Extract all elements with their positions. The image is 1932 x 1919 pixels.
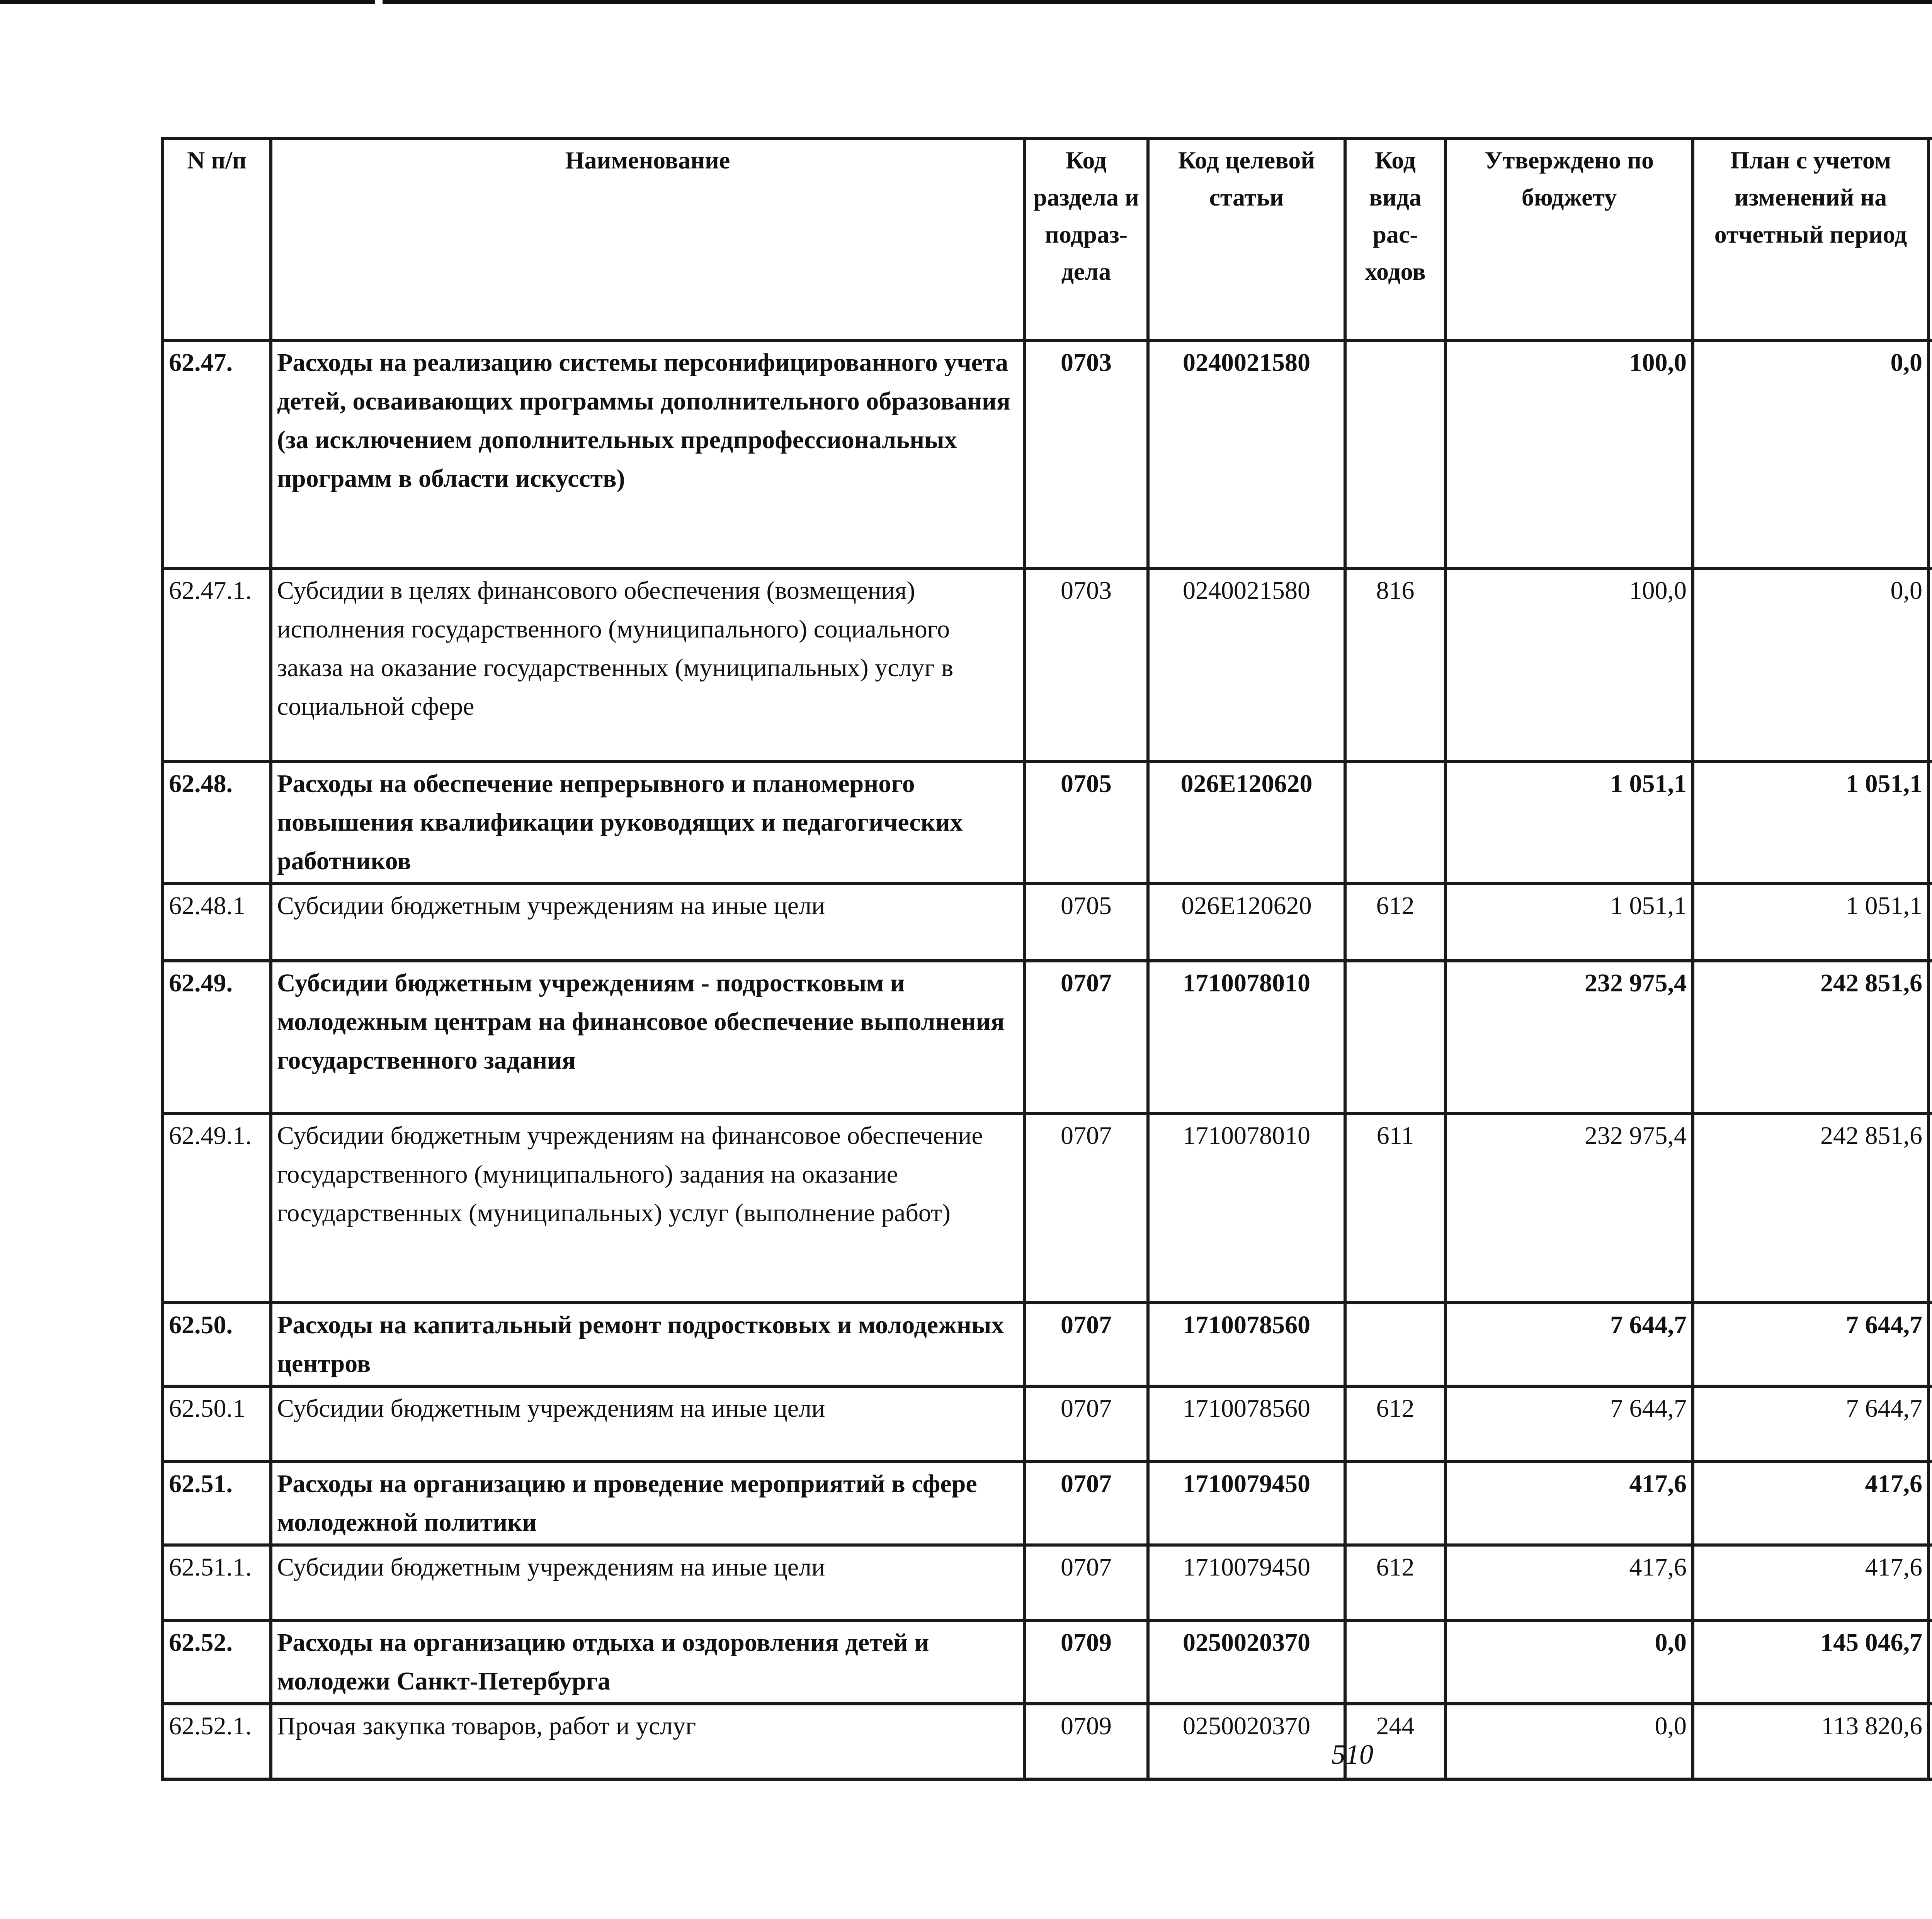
row-plan: 7 644,7	[1693, 1386, 1929, 1462]
row-number: 62.51.1.	[163, 1545, 271, 1620]
row-number: 62.48.1	[163, 884, 271, 961]
row-plan: 242 851,6	[1693, 961, 1929, 1113]
row-kind-code: 612	[1345, 1386, 1446, 1462]
table-body	[163, 340, 1932, 1779]
header-executed	[1929, 139, 1932, 340]
row-executed	[1929, 568, 1932, 761]
row-section-code: 0707	[1024, 1113, 1148, 1303]
row-target-code: 0240021580	[1148, 340, 1345, 568]
row-kind-code	[1345, 961, 1446, 1113]
row-approved: 1 051,1	[1446, 884, 1693, 961]
row-executed	[1929, 1545, 1932, 1620]
row-name: Расходы на реализацию системы персонифицированного учета детей, осваивающих программы дополнительного образования (за исключением дополнительных предпрофессиональных программ в области искусств)	[271, 340, 1024, 568]
scan-border-left	[0, 0, 375, 4]
row-target-code: 1710078010	[1148, 961, 1345, 1113]
page-number: 510	[1332, 1739, 1373, 1770]
row-target-code: 026E120620	[1148, 884, 1345, 961]
row-approved: 232 975,4	[1446, 961, 1693, 1113]
row-kind-code	[1345, 1462, 1446, 1545]
row-target-code: 1710078560	[1148, 1386, 1345, 1462]
row-section-code: 0707	[1024, 1303, 1148, 1386]
row-name: Субсидии бюджетным учреждениям - подростковым и молодежным центрам на финансовое обеспечение выполнения государственного задания	[271, 961, 1024, 1113]
row-number: 62.52.	[163, 1620, 271, 1704]
row-executed	[1929, 961, 1932, 1113]
header-target-code: Код целевой статьи	[1148, 139, 1345, 340]
row-name: Расходы на организацию и проведение мероприятий в сфере молодежной политики	[271, 1462, 1024, 1545]
row-kind-code	[1345, 761, 1446, 884]
row-approved: 100,0	[1446, 568, 1693, 761]
table-row	[163, 1113, 1932, 1303]
table-row	[163, 961, 1932, 1113]
table-row	[163, 761, 1932, 884]
row-approved: 232 975,4	[1446, 1113, 1693, 1303]
row-number: 62.50.	[163, 1303, 271, 1386]
row-kind-code: 612	[1345, 1545, 1446, 1620]
table-row	[163, 1545, 1932, 1620]
row-executed	[1929, 1113, 1932, 1303]
row-plan: 1 051,1	[1693, 884, 1929, 961]
row-plan: 7 644,7	[1693, 1303, 1929, 1386]
row-number: 62.48.	[163, 761, 271, 884]
row-name: Расходы на обеспечение непрерывного и планомерного повышения квалификации руководящих и педагогических работников	[271, 761, 1024, 884]
row-approved: 417,6	[1446, 1545, 1693, 1620]
row-target-code: 1710079450	[1148, 1545, 1345, 1620]
row-section-code: 0703	[1024, 568, 1148, 761]
row-section-code: 0707	[1024, 1386, 1148, 1462]
row-executed	[1929, 1303, 1932, 1386]
row-name: Расходы на организацию отдыха и оздоровления детей и молодежи Санкт-Петербурга	[271, 1620, 1024, 1704]
row-plan: 145 046,7	[1693, 1620, 1929, 1704]
table-row	[163, 1704, 1932, 1779]
row-target-code: 026E120620	[1148, 761, 1345, 884]
header-plan: План с учетом изменений на отчетный период	[1693, 139, 1929, 340]
table-row	[163, 1462, 1932, 1545]
row-section-code: 0705	[1024, 761, 1148, 884]
row-executed	[1929, 761, 1932, 884]
row-kind-code: 816	[1345, 568, 1446, 761]
row-number: 62.47.1.	[163, 568, 271, 761]
table-row	[163, 1620, 1932, 1704]
row-section-code: 0703	[1024, 340, 1148, 568]
row-plan: 242 851,6	[1693, 1113, 1929, 1303]
row-number: 62.52.1.	[163, 1704, 271, 1779]
row-kind-code: 611	[1345, 1113, 1446, 1303]
row-target-code: 0240021580	[1148, 568, 1345, 761]
row-target-code: 1710079450	[1148, 1462, 1345, 1545]
row-number: 62.50.1	[163, 1386, 271, 1462]
row-target-code: 0250020370	[1148, 1620, 1345, 1704]
row-name: Субсидии бюджетным учреждениям на иные цели	[271, 884, 1024, 961]
row-target-code: 1710078010	[1148, 1113, 1345, 1303]
row-number: 62.49.1.	[163, 1113, 271, 1303]
header-section-code: Код раздела и подраз-дела	[1024, 139, 1148, 340]
row-kind-code: 244	[1345, 1704, 1446, 1779]
row-name: Субсидии бюджетным учреждениям на иные цели	[271, 1386, 1024, 1462]
row-section-code: 0709	[1024, 1620, 1148, 1704]
row-number: 62.47.	[163, 340, 271, 568]
row-approved: 7 644,7	[1446, 1386, 1693, 1462]
table-header	[163, 139, 1932, 340]
row-plan: 0,0	[1693, 568, 1929, 761]
row-executed	[1929, 884, 1932, 961]
row-section-code: 0705	[1024, 884, 1148, 961]
budget-execution-table	[161, 137, 1932, 1781]
row-section-code: 0709	[1024, 1704, 1148, 1779]
row-executed	[1929, 1704, 1932, 1779]
table-row	[163, 1386, 1932, 1462]
row-plan: 113 820,6	[1693, 1704, 1929, 1779]
row-approved: 1 051,1	[1446, 761, 1693, 884]
table-row	[163, 568, 1932, 761]
row-number: 62.51.	[163, 1462, 271, 1545]
row-approved: 100,0	[1446, 340, 1693, 568]
row-name: Субсидии бюджетным учреждениям на иные цели	[271, 1545, 1024, 1620]
row-target-code: 1710078560	[1148, 1303, 1345, 1386]
row-plan: 1 051,1	[1693, 761, 1929, 884]
row-plan: 417,6	[1693, 1545, 1929, 1620]
table-row	[163, 340, 1932, 568]
row-executed	[1929, 340, 1932, 568]
row-name: Расходы на капитальный ремонт подростковых и молодежных центров	[271, 1303, 1024, 1386]
row-section-code: 0707	[1024, 1545, 1148, 1620]
row-name: Субсидии в целях финансового обеспечения (возмещения) исполнения государственного (муниципального) социального заказа на оказание государственных (муниципальных) услуг в социальной сфере	[271, 568, 1024, 761]
row-section-code: 0707	[1024, 1462, 1148, 1545]
table-row	[163, 884, 1932, 961]
row-name: Субсидии бюджетным учреждениям на финансовое обеспечение государственного (муниципального) задания на оказание государственных (муниципальных) услуг (выполнение работ)	[271, 1113, 1024, 1303]
row-kind-code	[1345, 1303, 1446, 1386]
row-executed	[1929, 1462, 1932, 1545]
scan-border-right	[383, 0, 1932, 4]
row-target-code: 0250020370	[1148, 1704, 1345, 1779]
header-expense-kind-code: Код вида рас-ходов	[1345, 139, 1446, 340]
row-executed	[1929, 1620, 1932, 1704]
row-kind-code: 612	[1345, 884, 1446, 961]
row-approved: 0,0	[1446, 1704, 1693, 1779]
header-num: N п/п	[163, 139, 271, 340]
row-plan: 0,0	[1693, 340, 1929, 568]
row-number: 62.49.	[163, 961, 271, 1113]
row-plan: 417,6	[1693, 1462, 1929, 1545]
row-approved: 417,6	[1446, 1462, 1693, 1545]
table-row	[163, 1303, 1932, 1386]
header-approved-budget: Утверждено по бюджету	[1446, 139, 1693, 340]
row-name: Прочая закупка товаров, работ и услуг	[271, 1704, 1024, 1779]
row-kind-code	[1345, 340, 1446, 568]
row-approved: 7 644,7	[1446, 1303, 1693, 1386]
row-section-code: 0707	[1024, 961, 1148, 1113]
row-approved: 0,0	[1446, 1620, 1693, 1704]
row-kind-code	[1345, 1620, 1446, 1704]
header-name: Наименование	[271, 139, 1024, 340]
row-executed	[1929, 1386, 1932, 1462]
